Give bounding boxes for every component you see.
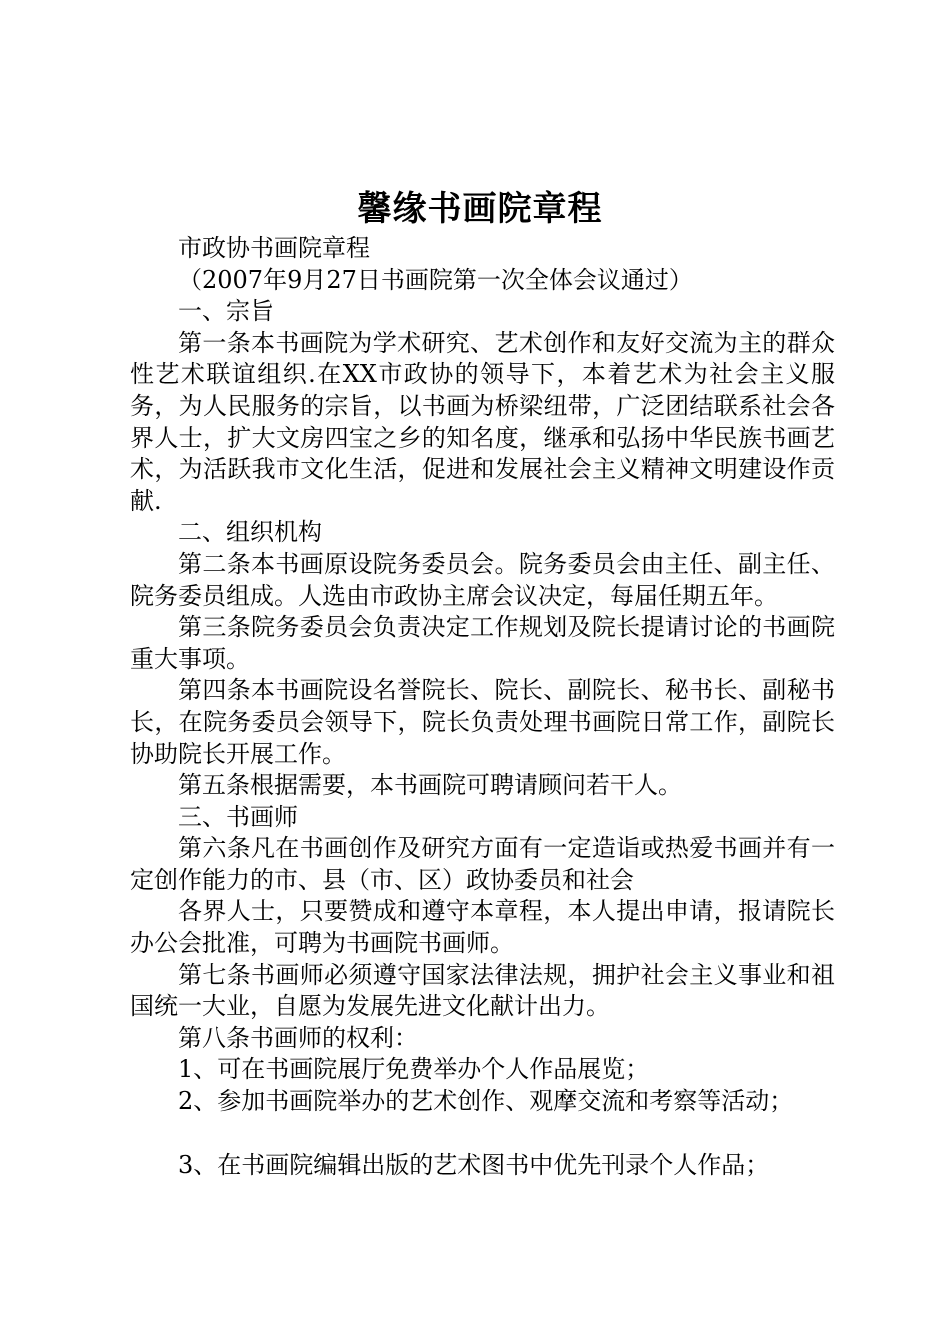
list-item: 2、参加书画院举办的艺术创作、观摩交流和考察等活动； — [178, 1087, 794, 1116]
article-3: 第三条院务委员会负责决定工作规划及院长提请讨论的书画院重大事项。 — [130, 613, 835, 673]
article-2: 第二条本书画原设院务委员会。院务委员会由主任、副主任、院务委员组成。人选由市政协主席会议决定，每届任期五年。 — [130, 549, 835, 610]
article-5: 第五条根据需要，本书画院可聘请顾问若干人。 — [178, 771, 682, 800]
section-heading-organization: 二、组织机构 — [178, 518, 322, 547]
article-4: 第四条本书画院设名誉院长、院长、副院长、秘书长、副秘书长，在院务委员会领导下，院长负责处理书画院日常工作，副院长协助院长开展工作。 — [130, 676, 835, 768]
article-6-continued: 各界人士，只要赞成和遵守本章程，本人提出申请，报请院长办公会批准，可聘为书画院书画师。 — [130, 897, 835, 958]
list-item: 1、可在书画院展厅免费举办个人作品展览； — [178, 1055, 650, 1084]
article-8: 第八条书画师的权利： — [178, 1023, 418, 1052]
document-body — [130, 233, 835, 1181]
article-7: 第七条书画师必须遵守国家法律法规，拥护社会主义事业和祖国统一大业，自愿为发展先进文化献计出力。 — [130, 960, 835, 1021]
section-heading-purpose: 一、宗旨 — [178, 297, 274, 326]
paragraph-date-note: （2007年9月27日书画院第一次全体会议通过） — [178, 265, 693, 294]
document-title: 馨缘书画院章程 — [357, 189, 603, 229]
list-item: 3、在书画院编辑出版的艺术图书中优先刊录个人作品； — [178, 1150, 770, 1179]
paragraph-subtitle: 市政协书画院章程 — [178, 234, 370, 262]
section-heading-artists: 三、书画师 — [178, 802, 298, 831]
article-6: 第六条凡在书画创作及研究方面有一定造诣或热爱书画并有一定创作能力的市、县（市、区）政协委员和社会 — [130, 834, 835, 894]
article-1: 第一条本书画院为学术研究、艺术创作和友好交流为主的群众性艺术联谊组织.在XX市政协的领导下，本着艺术为社会主义服务，为人民服务的宗旨，以书画为桥梁纽带，广泛团结联系社会各界人士，扩大文房四宝之乡的知名度，继承和弘扬中华民族书画艺术，为活跃我市文化生活，促进和发展社会主义精神文明建设作贡献. — [130, 328, 835, 515]
